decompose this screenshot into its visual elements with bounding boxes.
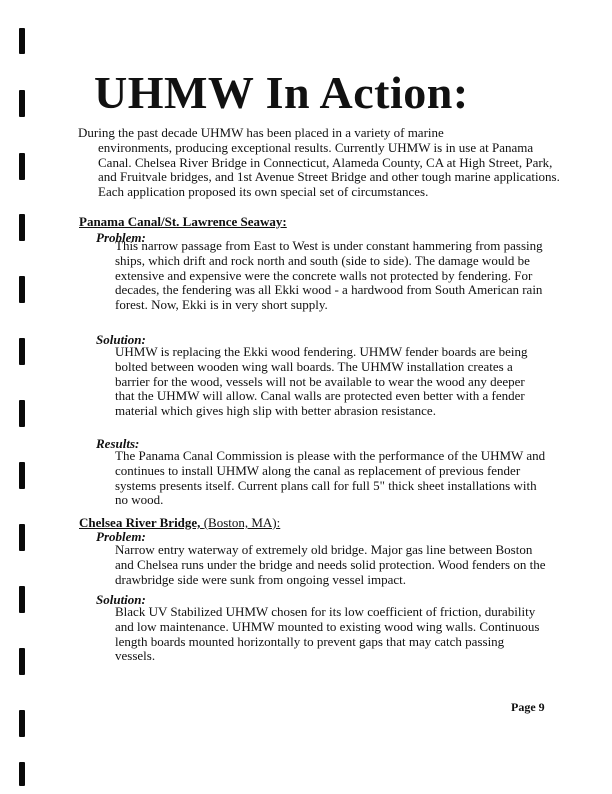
- binder-hole-mark: [19, 710, 25, 737]
- intro-first-line: During the past decade UHMW has been placed in a variety of marine: [78, 125, 444, 140]
- problem-label: Problem:: [96, 230, 146, 245]
- section-heading-text: Chelsea River Bridge,: [79, 515, 201, 530]
- section-heading-text: Panama Canal/St. Lawrence Seaway:: [79, 214, 287, 229]
- binder-hole-mark: [19, 276, 25, 303]
- binder-hole-mark: [19, 338, 25, 365]
- solution-text: UHMW is replacing the Ekki wood fendering. UHMW fender boards are being bolted between wooden wing wall boards. The UHMW installation creates a barrier for the wood, vessels will not be available to wear the wood any deeper that the UHMW will allow. Canal walls are protected even better with a fender material which gives high slip with better abrasion resistance.: [115, 344, 528, 419]
- section-heading: [79, 515, 280, 530]
- binder-hole-mark: [19, 90, 25, 117]
- binder-hole-mark: [19, 762, 25, 786]
- solution-label: Solution:: [96, 592, 146, 607]
- intro-continuation: environments, producing exceptional results. Currently UHMW is in use at Panama Canal. Chelsea River Bridge in Connecticut, Alameda County, CA at High Street, Park, and Fruitvale bridges, and 1st Avenue Street Bridge and other tough marine applications. Each application proposed its own special set of circumstances.: [98, 139, 560, 200]
- binder-hole-mark: [19, 462, 25, 489]
- binder-hole-mark: [19, 400, 25, 427]
- problem-text: This narrow passage from East to West is under constant hammering from passing ships, which drift and rock north and south (side to side). The damage would be extensive and expensive were the concrete walls not protected by fendering. For decades, the fendering was all Ekki wood - a hardwood from South American rain forest. Now, Ekki is in very short supply.: [115, 238, 543, 313]
- solution-label: Solution:: [96, 332, 146, 347]
- solution-text: Black UV Stabilized UHMW chosen for its low coefficient of friction, durability and low maintenance. UHMW mounted to existing wood wing walls. Continuous length boards mounted horizontally to prevent gaps that may catch passing vessels.: [115, 604, 540, 664]
- results-text: The Panama Canal Commission is please with the performance of the UHMW and continues to install UHMW along the canal as replacement of previous fender systems presents itself. Current plans call for full 5" thick sheet installations with no wood.: [115, 448, 546, 508]
- problem-label: Problem:: [96, 529, 146, 544]
- section-location: (Boston, MA):: [203, 515, 281, 530]
- section-heading: [79, 214, 287, 229]
- binder-hole-mark: [19, 648, 25, 675]
- results-label: Results:: [96, 436, 140, 451]
- problem-text: Narrow entry waterway of extremely old bridge. Major gas line between Boston and Chelsea runs under the bridge and needs solid protection. Wood fenders on the drawbridge side were sunk from ongoing vessel impact.: [115, 542, 546, 587]
- intro-paragraph: [78, 126, 568, 200]
- binder-hole-mark: [19, 28, 25, 54]
- binder-hole-mark: [19, 586, 25, 613]
- binder-hole-mark: [19, 524, 25, 551]
- binder-hole-mark: [19, 153, 25, 180]
- binder-hole-mark: [19, 214, 25, 241]
- page-number: Page 9: [511, 700, 545, 714]
- page-title: UHMW In Action:: [94, 67, 469, 118]
